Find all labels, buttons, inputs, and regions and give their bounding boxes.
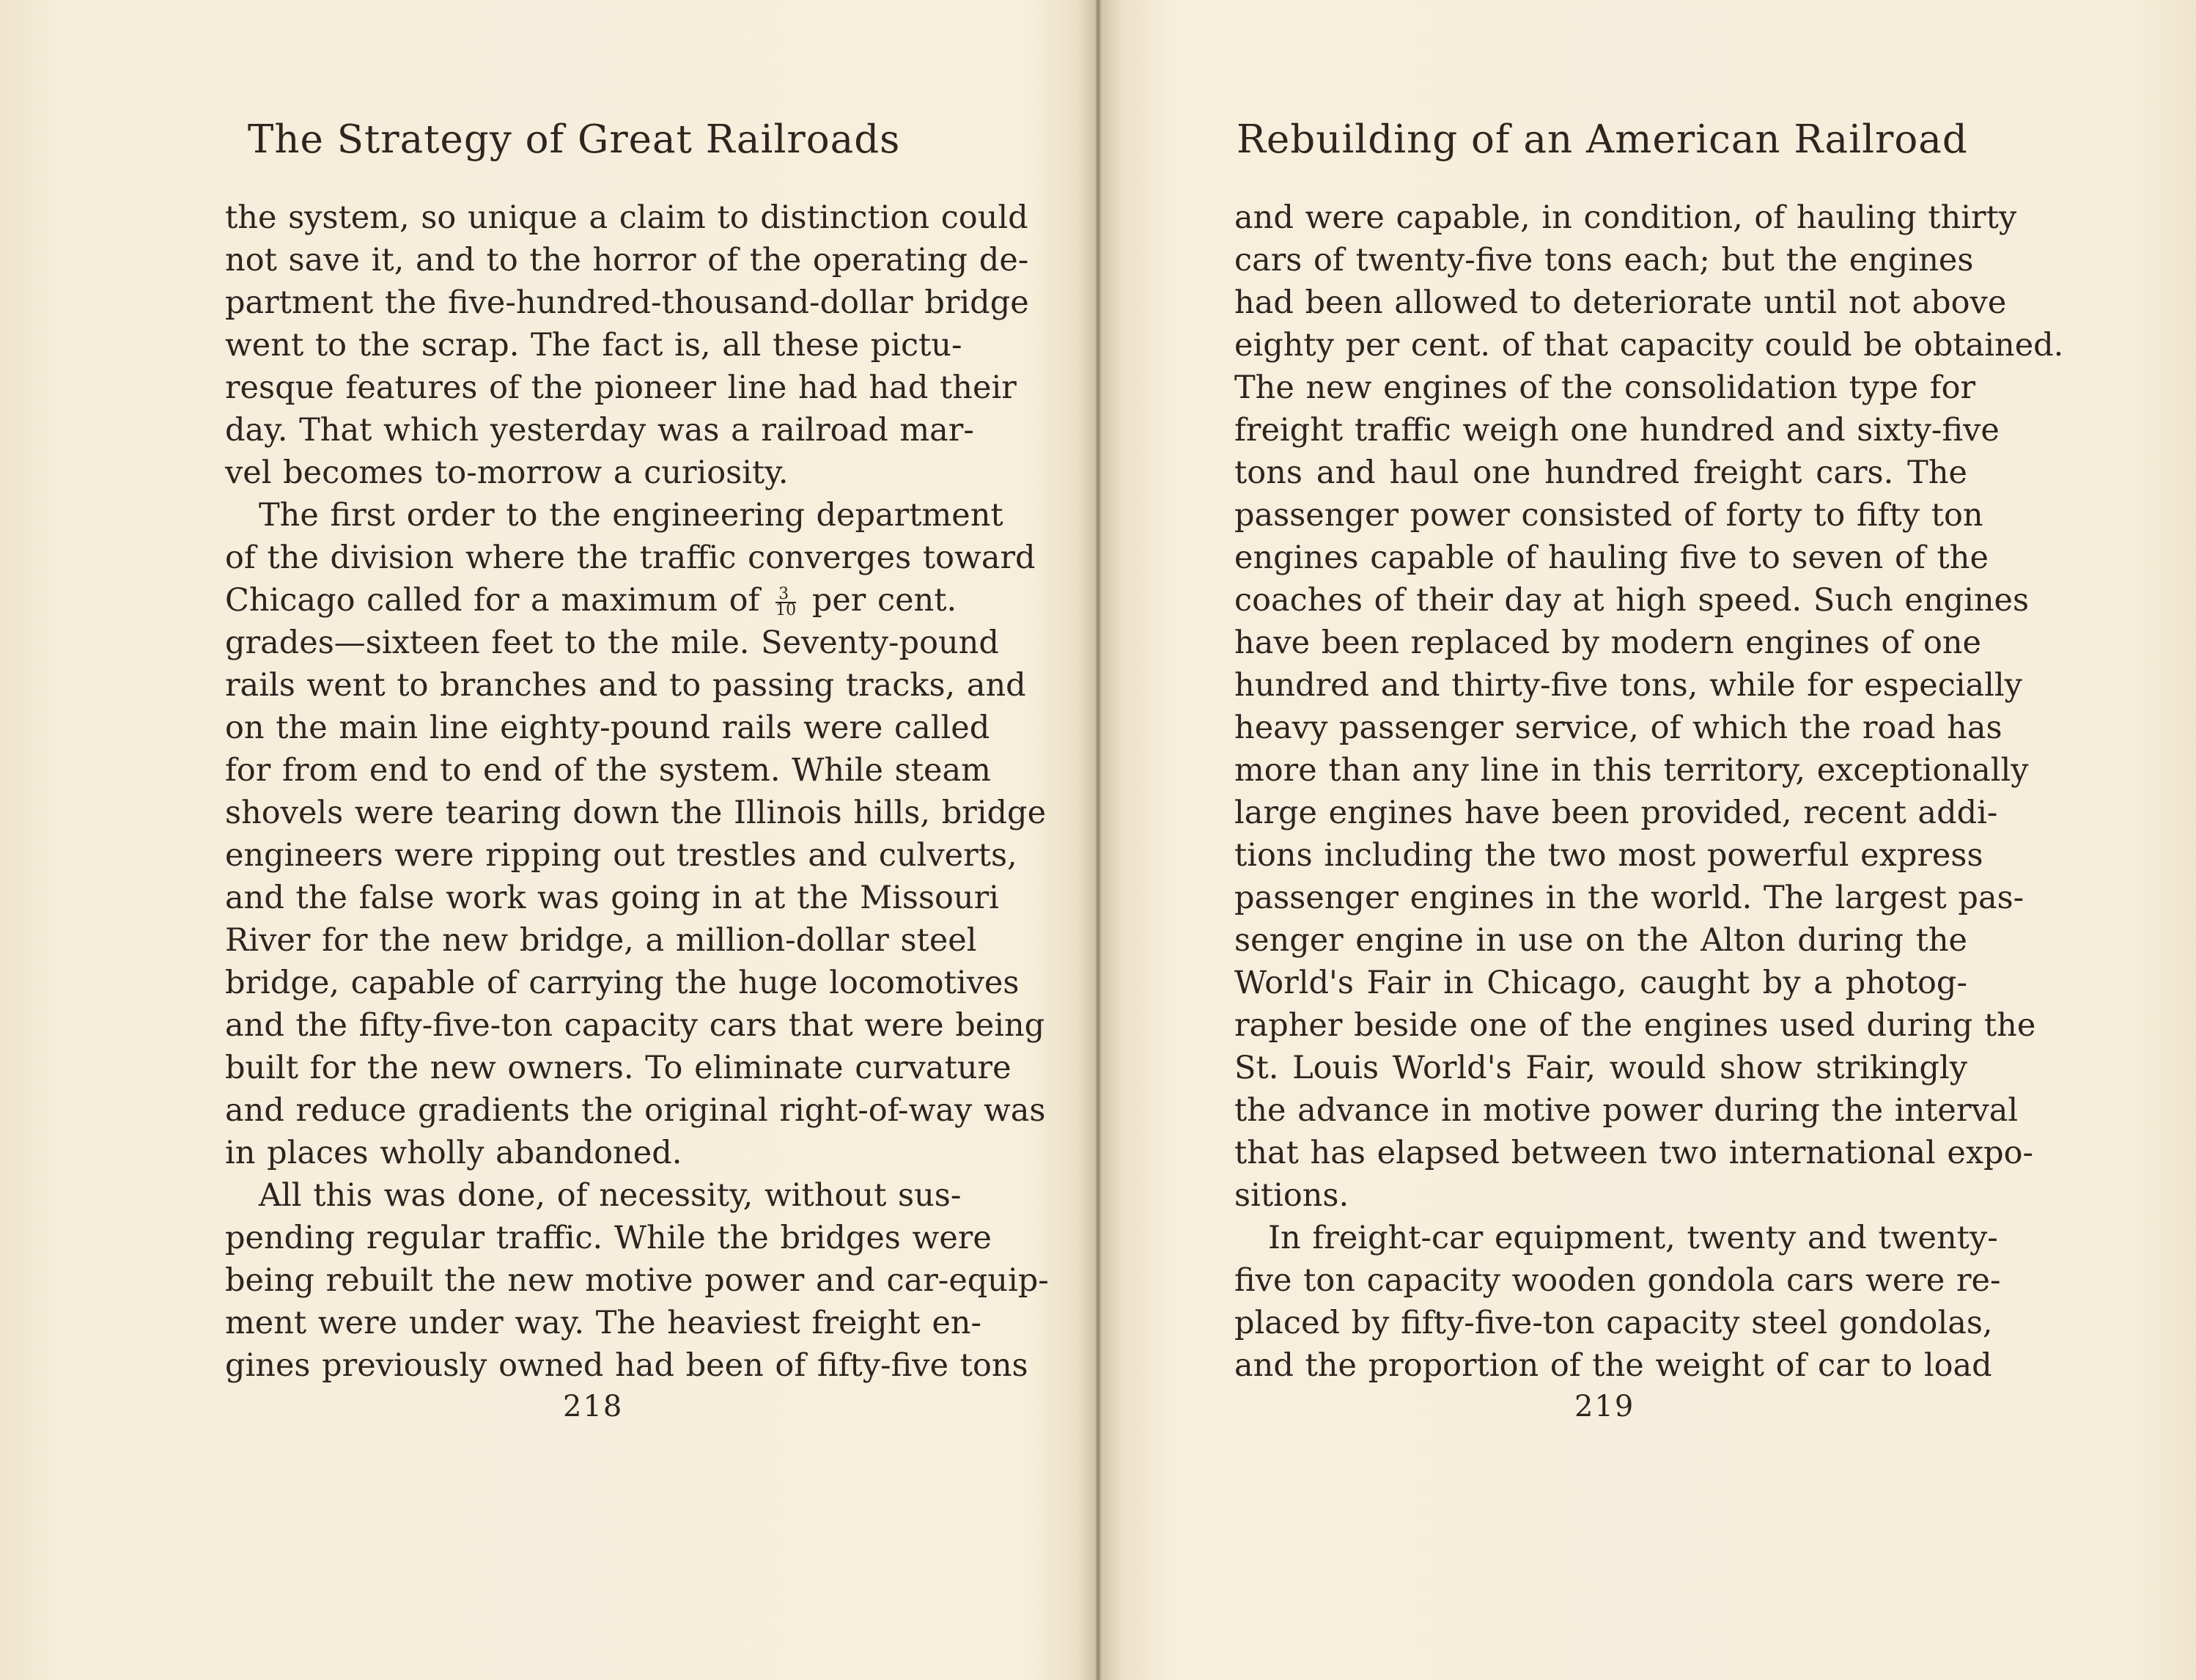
right-text-block [1234,196,2064,1387]
text-line: built for the new owners. To eliminate curvature [225,1050,1012,1086]
text-line: rapher beside one of the engines used during the [1234,1007,2036,1044]
text-line: rails went to branches and to passing tracks, and [225,667,1026,704]
left-page [0,0,1097,1680]
text-line: engines capable of hauling five to seven of the [1234,539,1989,576]
text-line: heavy passenger service, of which the road has [1234,710,2002,746]
text-line-with-fraction [225,579,957,622]
text-line: cars of twenty-five tons each; but the engines [1234,242,1974,279]
text-line: All this was done, of necessity, without sus- [259,1177,962,1214]
text-line: and the fifty-five-ton capacity cars that were being [225,1007,1045,1044]
text-line: the advance in motive power during the interval [1234,1092,2019,1129]
text-line: and reduce gradients the original right-of-way was [225,1092,1046,1129]
text-line: being rebuilt the new motive power and car-equip- [225,1262,1049,1299]
text-line: placed by fifty-five-ton capacity steel gondolas, [1234,1305,1993,1341]
text-line: passenger power consisted of forty to fifty ton [1234,497,1983,534]
text-line: senger engine in use on the Alton during the [1234,922,1967,959]
fraction-numerator: 3 [775,587,796,603]
right-page [1099,0,2196,1680]
text-line: The first order to the engineering department [259,497,1003,534]
text-line: tions including the two most powerful express [1234,837,1983,874]
text-line: that has elapsed between two international expo- [1234,1135,2034,1171]
text-line: engineers were ripping out trestles and culverts, [225,837,1017,874]
left-page-number: 218 [563,1390,624,1423]
text-line: In freight-car equipment, twenty and twenty- [1268,1220,1998,1256]
text-line: sitions. [1234,1177,1349,1214]
text-line: tons and haul one hundred freight cars. The [1234,454,1967,491]
text-line: on the main line eighty-pound rails were called [225,710,990,746]
text-line: large engines have been provided, recent addi- [1234,795,1998,831]
text-line: gines previously owned had been of fifty-five tons [225,1347,1028,1384]
text-line: shovels were tearing down the Illinois hills, bridge [225,795,1047,831]
fraction-lead-text: Chicago called for a maximum of [225,582,760,619]
text-line: pending regular traffic. While the bridges were [225,1220,992,1256]
text-line: more than any line in this territory, exceptionally [1234,752,2029,789]
text-line: passenger engines in the world. The largest pas- [1234,880,2024,916]
text-line: have been replaced by modern engines of one [1234,625,1981,661]
text-line: not save it, and to the horror of the operating de- [225,242,1029,279]
text-line: in places wholly abandoned. [225,1135,682,1171]
text-line: St. Louis World's Fair, would show strikingly [1234,1050,1967,1086]
text-line: five ton capacity wooden gondola cars were re- [1234,1262,2001,1299]
fraction-trail-text: per cent. [811,582,957,619]
fraction [775,587,796,618]
left-running-head: The Strategy of Great Railroads [248,117,901,162]
right-page-number: 219 [1574,1390,1635,1423]
text-line: The new engines of the consolidation type for [1234,369,1976,406]
left-text-block [225,196,1049,1387]
text-line: hundred and thirty-five tons, while for especially [1234,667,2022,704]
text-line: River for the new bridge, a million-dollar steel [225,922,977,959]
text-line: day. That which yesterday was a railroad mar- [225,412,974,449]
text-line: had been allowed to deteriorate until not above [1234,284,2007,321]
text-line: freight traffic weigh one hundred and sixty-five [1234,412,2000,449]
text-line: and the proportion of the weight of car to load [1234,1347,1992,1384]
text-line: bridge, capable of carrying the huge locomotives [225,965,1020,1001]
text-line: of the division where the traffic converges toward [225,539,1036,576]
right-running-head: Rebuilding of an American Railroad [1237,117,1968,162]
text-line: grades—sixteen feet to the mile. Seventy-pound [225,625,999,661]
text-line: World's Fair in Chicago, caught by a photog- [1234,965,1967,1001]
text-line: for from end to end of the system. While steam [225,752,991,789]
text-line: vel becomes to-morrow a curiosity. [225,454,789,491]
text-line: eighty per cent. of that capacity could be obtained. [1234,327,2064,364]
fraction-denominator: 10 [775,601,797,619]
text-line: the system, so unique a claim to distinction could [225,199,1028,236]
text-line: partment the five-hundred-thousand-dollar bridge [225,284,1029,321]
text-line: ment were under way. The heaviest freight en- [225,1305,982,1341]
text-line: resque features of the pioneer line had had their [225,369,1017,406]
text-line: coaches of their day at high speed. Such engines [1234,582,2030,619]
text-line: and were capable, in condition, of hauling thirty [1234,199,2017,236]
text-line: went to the scrap. The fact is, all these pictu- [225,327,962,364]
text-line: and the false work was going in at the Missouri [225,880,999,916]
